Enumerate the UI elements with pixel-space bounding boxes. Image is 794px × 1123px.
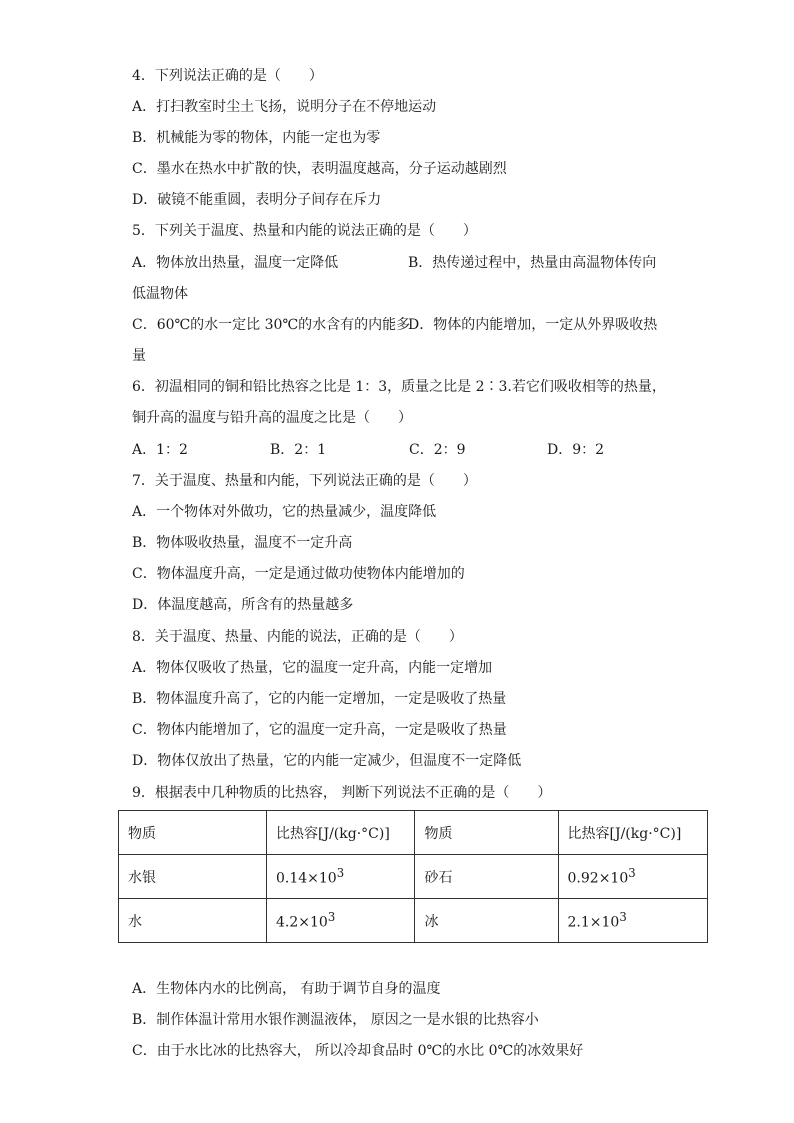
value-mantissa: 2.1×10: [567, 914, 620, 931]
table-cell: 物质: [119, 811, 267, 855]
q4-option-c: C．墨水在热水中扩散的快，表明温度越高，分子运动越剧烈: [132, 161, 507, 177]
value-exponent: 3: [619, 910, 627, 925]
q8-option-a: A．物体仅吸收了热量，它的温度一定升高，内能一定增加: [132, 660, 493, 676]
q5-option-d-continued: 量: [132, 348, 146, 364]
q8-stem: 8．关于温度、热量、内能的说法，正确的是（ ）: [132, 629, 463, 645]
q9-stem: 9．根据表中几种物质的比热容， 判断下列说法不正确的是（ ）: [132, 785, 552, 801]
q5-option-c: C．60℃的水一定比 30℃的水含有的内能多: [132, 317, 411, 333]
q7-stem: 7．关于温度、热量和内能，下列说法正确的是（ ）: [132, 473, 477, 489]
q6-option-d: D．9：2: [547, 442, 605, 458]
q4-option-b: B．机械能为零的物体，内能一定也为零: [132, 130, 381, 146]
table-row: [119, 899, 708, 943]
q6-option-b: B．2：1: [270, 442, 327, 458]
q6-option-a: A．1：2: [132, 442, 188, 458]
q8-option-c: C．物体内能增加了，它的温度一定升高，一定是吸收了热量: [132, 722, 507, 738]
table-cell: 比热容[J/(kg·°C)]: [267, 811, 415, 855]
q7-option-d: D．体温度越高，所含有的热量越多: [132, 597, 354, 613]
table-cell: [267, 855, 415, 899]
q7-option-b: B．物体吸收热量，温度不一定升高: [132, 535, 353, 551]
q4-option-a: A．打扫教室时尘土飞扬，说明分子在不停地运动: [132, 99, 437, 115]
specific-heat-table: [118, 810, 708, 943]
value-mantissa: 0.14×10: [276, 870, 337, 887]
q7-option-c: C．物体温度升高，一定是通过做功使物体内能增加的: [132, 566, 465, 582]
q5-option-b: B．热传递过程中，热量由高温物体传向: [408, 255, 657, 271]
table-cell: 水: [119, 899, 267, 943]
table-cell: 物质: [415, 811, 558, 855]
q5-option-a: A．物体放出热量，温度一定降低: [132, 255, 339, 271]
value-mantissa: 4.2×10: [276, 914, 328, 931]
q9-option-a: A．生物体内水的比例高， 有助于调节自身的温度: [132, 981, 441, 997]
q6-stem-line2: 铜升高的温度与铅升高的温度之比是（ ）: [132, 410, 412, 426]
table-cell: [558, 855, 707, 899]
q9-option-b: B．制作体温计常用水银作测温液体， 原因之一是水银的比热容小: [132, 1012, 539, 1028]
value-mantissa: 0.92×10: [567, 870, 629, 887]
table-cell: [558, 899, 707, 943]
table-row: [119, 811, 708, 855]
q5-option-b-continued: 低温物体: [132, 286, 188, 302]
table-cell: 比热容[J/(kg·°C)]: [558, 811, 707, 855]
value-exponent: 3: [336, 866, 345, 881]
q6-stem-line1: 6．初温相同的铜和铅比热容之比是 1：3，质量之比是 2∶3.若它们吸收相等的热量，: [132, 379, 666, 395]
q7-option-a: A．一个物体对外做功，它的热量减少，温度降低: [132, 504, 437, 520]
table-cell: [267, 899, 415, 943]
value-exponent: 3: [327, 910, 336, 925]
q8-option-b: B．物体温度升高了，它的内能一定增加，一定是吸收了热量: [132, 691, 507, 707]
table-cell: 水银: [119, 855, 267, 899]
table-cell: 冰: [415, 899, 558, 943]
value-exponent: 3: [628, 866, 636, 881]
q4-stem: 4．下列说法正确的是（ ）: [132, 68, 323, 84]
q4-option-d: D．破镜不能重圆，表明分子间存在斥力: [132, 192, 382, 208]
q6-option-c: C．2：9: [409, 442, 466, 458]
q5-stem: 5．下列关于温度、热量和内能的说法正确的是（ ）: [132, 223, 477, 239]
q9-option-c: C．由于水比冰的比热容大， 所以冷却食品时 0℃的水比 0℃的冰效果好: [132, 1043, 584, 1059]
table-cell: 砂石: [415, 855, 558, 899]
q8-option-d: D．物体仅放出了热量，它的内能一定减少，但温度不一定降低: [132, 753, 522, 769]
q5-option-d: D．物体的内能增加，一定从外界吸收热: [408, 317, 658, 333]
table-row: [119, 855, 708, 899]
